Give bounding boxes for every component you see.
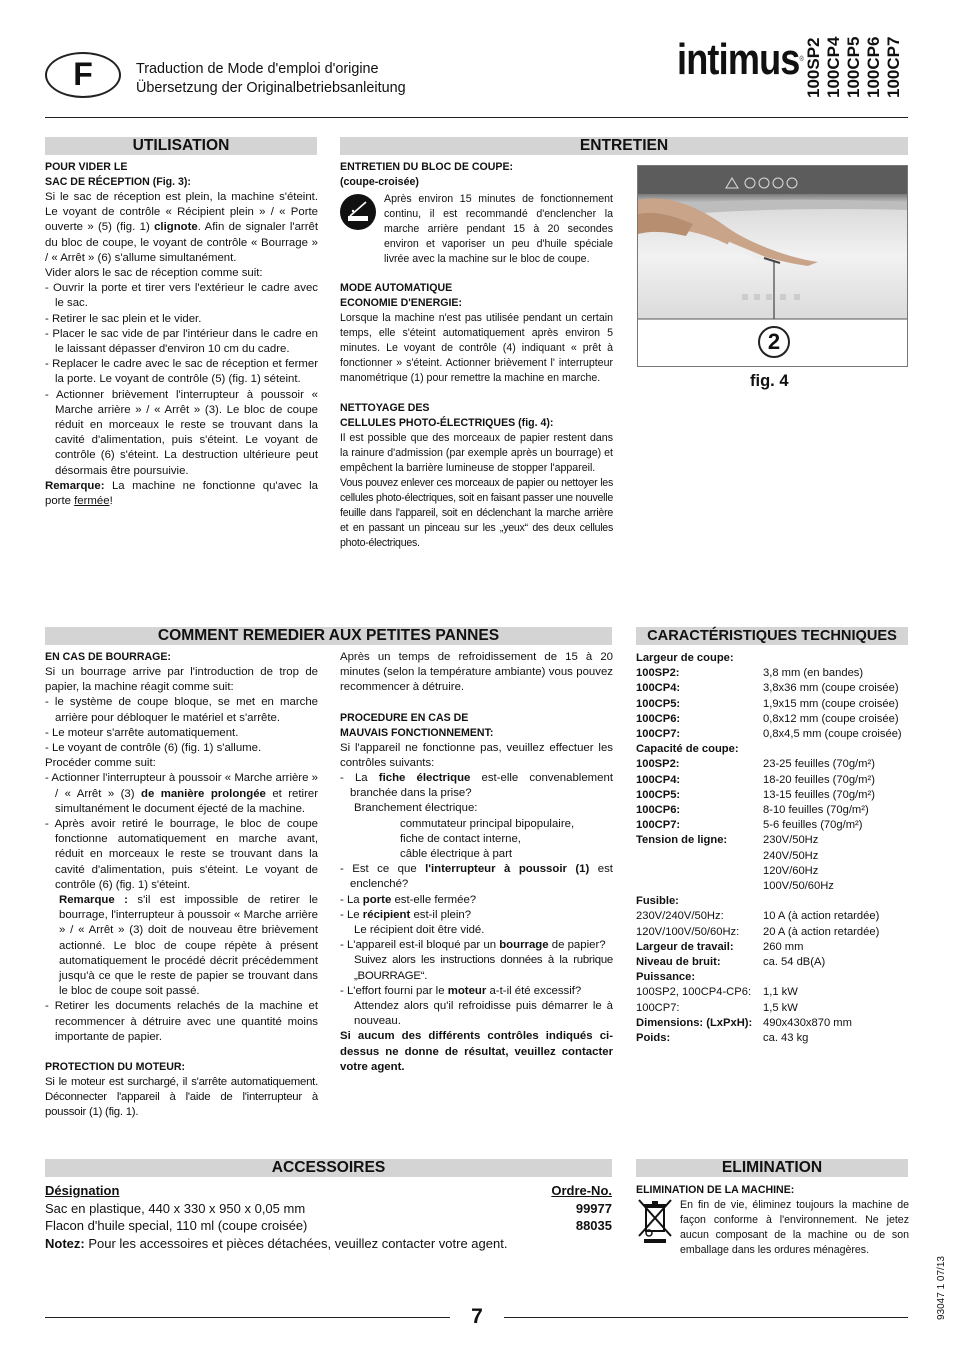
model-item: 100CP4 <box>824 36 843 98</box>
spec-label: Poids: <box>636 1032 671 1045</box>
list-item: - Le moteur s'arrête automatiquement. <box>45 726 239 739</box>
pannes-column-left <box>45 650 318 1121</box>
text: - Le <box>340 908 363 921</box>
spec-label: 100SP2: <box>636 667 680 680</box>
list-item: - Le voyant de contrôle (6) (fig. 1) s'allume. <box>45 742 262 755</box>
spec-value: 8-10 feuilles (70g/m²) <box>763 804 869 817</box>
column-header: Désignation <box>45 1183 120 1198</box>
spec-label: 230V/240V/50Hz: <box>636 910 724 923</box>
spec-label: Largeur de travail: <box>636 940 734 953</box>
item-order-number: 99977 <box>575 1200 612 1216</box>
oil-can-icon <box>340 194 376 230</box>
brand-mark: ® <box>799 56 803 63</box>
text: Si le sac de réception est plein, la machine s'éteint. Le voyant de contrôle « Récipient plein » / « Porte ouverte » (5) (fig. 1) <box>45 191 318 234</box>
page-number: 7 <box>471 1305 483 1328</box>
spec-label: 100CP7: <box>636 728 681 741</box>
check-detail: commutateur principal bipopulaire, <box>400 817 575 830</box>
model-item: 100CP7 <box>884 36 903 98</box>
list-item: - Replacer le cadre avec le sac de réception et fermer la porte. Le voyant de contrôle (5) (fig. 1) séteint. <box>45 358 318 386</box>
remark-label: Remarque: <box>45 479 105 492</box>
spec-row <box>636 894 911 909</box>
item-designation: Sac en plastique, 440 x 330 x 950 x 0,05 mm <box>45 1200 306 1216</box>
pannes-heading: COMMENT REMEDIER AUX PETITES PANNES <box>45 627 612 645</box>
check-detail: Suivez alors les instructions données à la rubrique „BOURRAGE“. <box>354 954 613 982</box>
spec-value: ca. 43 kg <box>763 1032 809 1045</box>
spec-value: 240V/50Hz <box>763 849 819 862</box>
entretien-sub: CELLULES PHOTO-ÉLECTRIQUES (fig. 4): <box>340 417 554 429</box>
spec-value: 10 A (à action retardée) <box>763 910 880 923</box>
spec-row <box>636 727 911 742</box>
spec-label <box>636 849 763 864</box>
entretien-sub: ENTRETIEN DU BLOC DE COUPE: <box>340 161 514 173</box>
spec-value <box>763 742 911 757</box>
pannes-remark <box>45 893 318 999</box>
item-designation: Flacon d'huile special, 110 ml (coupe croisée) <box>45 1218 308 1233</box>
spec-value: 260 mm <box>763 940 804 953</box>
spec-row <box>636 757 911 772</box>
spec-label <box>636 879 763 894</box>
check-detail: fiche de contact interne, <box>400 832 521 845</box>
utilisation-sub-2: SAC DE RÉCEPTION (Fig. 3): <box>45 176 191 188</box>
model-item: 100CP6 <box>864 36 883 98</box>
spec-value: 1,5 kW <box>763 1001 798 1014</box>
entretien-sub: (coupe-croisée) <box>340 176 419 188</box>
header-title <box>136 60 406 98</box>
spec-row <box>636 681 911 696</box>
utilisation-column <box>45 160 318 509</box>
list-item: - Actionner brièvement l'interrupteur à poussoir « Marche arrière » / « Arrêt » (3). Le bloc de coupe réduit en morceaux le reste se trouvant dans la cavité d'alimentation, puis s'éteint. Le voyant de contrôle (6) s'éteint. La destruction ultérieure peut désormais être poursuivie. <box>45 388 318 477</box>
check-item <box>340 771 613 801</box>
spec-row <box>636 712 911 727</box>
entretien-paragraph: Vous pouvez enlever ces morceaux de papier ou nettoyer les cellules photo-électriques, soit en faisant passer une nouvelle feuille dans l'appareil, soit en déclenchant la marche arrière et en passant un pinceau sur les „yeux“ des deux cellules photo-électriques. <box>340 477 613 549</box>
table-row <box>45 1235 612 1253</box>
accessories-table <box>45 1182 612 1252</box>
spec-row <box>636 849 911 864</box>
spec-row <box>636 1031 911 1046</box>
spec-value: 3,8 mm (en bandes) <box>763 667 864 680</box>
text-bold: fiche électrique <box>378 772 471 785</box>
accessoires-heading: ACCESSOIRES <box>45 1159 612 1177</box>
text-bold: récipient <box>362 908 411 921</box>
spec-value: 1,9x15 mm (coupe croisée) <box>763 697 899 710</box>
spec-row <box>636 773 911 788</box>
spec-label: Niveau de bruit: <box>636 956 721 969</box>
spec-label: Tension de ligne: <box>636 834 728 847</box>
text: - La <box>340 893 363 906</box>
text: a-t-il été excessif? <box>486 984 582 997</box>
spec-value: 100V/50/60Hz <box>763 880 834 893</box>
text-bold: bourrage <box>499 939 549 952</box>
check-item <box>340 908 613 923</box>
spec-label <box>636 864 763 879</box>
figure-label: fig. 4 <box>750 372 789 390</box>
brand-logo <box>677 35 803 84</box>
elimination-block <box>636 1198 909 1258</box>
text: . Afin de signaler l'arrêt du bloc de coupe, le voyant de contrôle « Bourrage » / « Arrêt » (6) s'allume simultanément. <box>45 221 318 264</box>
spec-value: 120V/60Hz <box>763 864 819 877</box>
spec-value: 3,8x36 mm (coupe croisée) <box>763 682 899 695</box>
spec-value: 0,8x12 mm (coupe croisée) <box>763 712 899 725</box>
spec-value: 0,8x4,5 mm (coupe croisée) <box>763 728 902 741</box>
footer-rule-right <box>504 1317 908 1318</box>
text: Pour les accessoires et pièces détachées, veuillez contacter votre agent. <box>84 1235 508 1251</box>
spec-label: 100CP6: <box>636 804 681 817</box>
specs-heading: CARACTÉRISTIQUES TECHNIQUES <box>636 627 908 645</box>
spec-label: 100CP7: <box>636 819 681 832</box>
entretien-sub: MODE AUTOMATIQUE <box>340 282 453 294</box>
model-item: 100SP2 <box>804 37 823 98</box>
spec-value <box>763 970 911 985</box>
spec-value: 490x430x870 mm <box>763 1016 852 1029</box>
pannes-paragraph: Si un bourrage arrive par l'introduction de trop de papier, la machine réagit comme suit: <box>45 666 318 694</box>
text: et retirer simultanément le document éjecté de la machine. <box>55 787 318 815</box>
entretien-heading: ENTRETIEN <box>340 137 908 155</box>
pannes-sub: MAUVAIS FONCTIONNEMENT: <box>340 726 494 739</box>
spec-label: 100SP2, 100CP4-CP6: <box>636 986 752 999</box>
spec-label: 100CP4: <box>636 682 681 695</box>
text: - Actionner l'interrupteur à poussoir « Marche arrière » / « Arrêt » (3) <box>45 772 318 800</box>
check-item <box>340 984 613 999</box>
model-item: 100CP5 <box>844 36 863 98</box>
column-header: Ordre-No. <box>551 1183 612 1198</box>
spec-value: ca. 54 dB(A) <box>763 956 826 969</box>
utilisation-sub-1: POUR VIDER LE <box>45 161 128 173</box>
spec-row <box>636 788 911 803</box>
footer-rule-left <box>45 1317 450 1318</box>
spec-label: 100CP6: <box>636 712 681 725</box>
entretien-sub: ECONOMIE D'ENERGIE: <box>340 297 463 309</box>
oil-block <box>340 192 613 267</box>
check-item <box>340 893 613 908</box>
model-list <box>806 36 910 100</box>
entretien-sub: NETTOYAGE DES <box>340 402 430 414</box>
spec-label: 100SP2: <box>636 758 680 771</box>
spec-row <box>636 742 911 757</box>
pannes-sub: PROTECTION DU MOTEUR: <box>45 1061 186 1074</box>
header-line-1: Traduction de Mode d'emploi d'origine <box>136 61 379 77</box>
table-row <box>45 1200 612 1218</box>
spec-row <box>636 1016 911 1031</box>
callout-badge: 2 <box>758 326 790 358</box>
text: - Est ce que <box>340 863 426 876</box>
text: - La <box>340 772 379 785</box>
text-bold: porte <box>362 893 392 906</box>
language-badge <box>45 52 121 98</box>
spec-label: Puissance: <box>636 971 696 984</box>
spec-label: 100CP5: <box>636 788 681 801</box>
spec-row <box>636 1001 911 1016</box>
table-row <box>45 1217 612 1235</box>
pannes-sub: PROCEDURE EN CAS DE <box>340 711 469 724</box>
spec-label: Dimensions: (LxPxH): <box>636 1016 753 1029</box>
specs-table <box>636 651 911 1046</box>
text: de papier? <box>548 939 606 952</box>
text: ! <box>109 495 113 508</box>
check-detail: câble électrique à part <box>400 848 513 861</box>
check-detail: Attendez alors qu'il refroidisse puis démarrer le à nouveau. <box>354 1000 613 1028</box>
text: est-elle fermée? <box>391 893 477 906</box>
item-order-number: 88035 <box>575 1218 612 1233</box>
note-label: Notez: <box>45 1235 85 1251</box>
spec-label: 100CP4: <box>636 773 681 786</box>
spec-row <box>636 955 911 970</box>
spec-value: 18-20 feuilles (70g/m²) <box>763 773 875 786</box>
list-item: - Après avoir retiré le bourrage, le bloc de coupe fonctionne automatiquement en marche avant, réduit en morceaux le reste se trouvant dans la cavité d'alimentation, puis s'éteint. Le voyant de contrôle (6) (fig. 1) s'éteint. <box>45 818 318 891</box>
spec-value: 13-15 feuilles (70g/m²) <box>763 788 875 801</box>
entretien-column <box>340 160 613 551</box>
check-detail: Le récipient doit être vidé. <box>354 924 485 937</box>
elimination-sub: ELIMINATION DE LA MACHINE: <box>636 1184 795 1196</box>
spec-row <box>636 985 911 1000</box>
spec-row <box>636 697 911 712</box>
text: est-elle convenablement branchée dans la prise? <box>350 772 613 800</box>
spec-label: Capacité de coupe: <box>636 743 739 756</box>
check-item <box>340 938 613 953</box>
spec-row <box>636 651 911 666</box>
spec-row <box>636 925 911 940</box>
elimination-text: En fin de vie, éliminez toujours la machine de façon conforme à l'environnement. Ne jetez aucun composant de la machine ou de son emballage dans les ordures ménagères. <box>680 1199 909 1256</box>
utilisation-heading: UTILISATION <box>45 137 317 155</box>
spec-row <box>636 864 911 879</box>
pannes-paragraph: Si le moteur est surchargé, il s'arrête automatiquement. Déconnecter l'appareil à l'aide de l'interrupteur à poussoir (1) (fig. 1). <box>45 1076 318 1119</box>
language-letter: F <box>73 56 93 93</box>
document-code: 93047 1 07/13 <box>936 1256 947 1320</box>
text-bold: de manière prolongée <box>140 787 266 800</box>
text: est enclenché? <box>350 863 613 891</box>
accessories-note <box>45 1235 612 1253</box>
spec-value: 230V/50Hz <box>763 834 819 847</box>
list-item: - Retirer les documents relachés de la machine et recommencer à détruire avec une quantité moins importante de papier. <box>45 1000 318 1043</box>
utilisation-paragraph <box>45 190 318 266</box>
pannes-paragraph: Après un temps de refroidissement de 15 à 20 minutes (selon la température ambiante) vous pouvez recommencer à détruire. <box>340 651 613 694</box>
spec-row <box>636 803 911 818</box>
list-item: - Placer le sac vide de par l'intérieur dans le cadre en le laissant dépasser d'environ 10 cm du cadre. <box>45 327 318 356</box>
text-bold: l'interrupteur à poussoir (1) <box>425 863 590 876</box>
list-item: - Ouvrir la porte et tirer vers l'extérieur le cadre avec le sac. <box>45 282 318 310</box>
brand-name: intimus <box>677 35 800 84</box>
text: s'il est impossible de retirer le bourrage, l'interrupteur à poussoir « Marche arrière » / « Arrêt » (3) doit de nouveau être brièvement actionné. Le bloc de coupe répète à présent automatiquement le procédé décrit précédemment jusqu'à ce que le reste de papier se trouvant dans le bloc de coupe soit passé. <box>59 894 318 998</box>
spec-row <box>636 909 911 924</box>
entretien-paragraph: Lorsque la machine n'est pas utilisée pendant un certain temps, elle s'éteint automatiquement après environ 5 minutes. Le voyant de contrôle (4) indiquant « prêt à fonctionner » s'éteint. Actionner brièvement l' interrupteur manométrique (1) pour remettre la machine en marche. <box>340 312 613 384</box>
pannes-paragraph: Procéder comme suit: <box>45 757 156 770</box>
weee-bin-icon <box>636 1198 674 1244</box>
text: est-il plein? <box>410 908 472 921</box>
spec-value: 5-6 feuilles (70g/m²) <box>763 819 863 832</box>
spec-row <box>636 879 911 894</box>
spec-value <box>763 894 911 909</box>
spec-row <box>636 970 911 985</box>
list-item: - le système de coupe bloque, se met en marche arrière pour débloquer le matériel et s'arrête. <box>45 696 318 724</box>
header-rule <box>45 117 908 118</box>
spec-row <box>636 940 911 955</box>
text-underline: fermée <box>74 495 110 508</box>
pannes-sub: EN CAS DE BOURRAGE: <box>45 651 171 663</box>
text: La machine ne fonctionne qu'avec la porte <box>45 479 318 508</box>
spec-row <box>636 666 911 681</box>
spec-label: 100CP5: <box>636 697 681 710</box>
spec-label: 120V/100V/50/60Hz: <box>636 925 740 938</box>
pannes-final-note: Si aucum des différents contrôles indiqués ci-dessus ne donne de résultat, veuillez contacter votre agent. <box>340 1030 613 1073</box>
list-item: - Retirer le sac plein et le vider. <box>45 312 202 325</box>
list-item <box>45 771 318 817</box>
pannes-paragraph: Si l'appareil ne fonctionne pas, veuillez effectuer les contrôles suivants: <box>340 741 613 769</box>
spec-row <box>636 833 911 848</box>
text: - L'appareil est-il bloqué par un <box>340 939 500 952</box>
pannes-column-right <box>340 650 613 1075</box>
spec-value <box>763 651 911 666</box>
table-header-row <box>45 1182 612 1200</box>
elimination-column <box>636 1183 909 1258</box>
check-detail: Branchement électrique: <box>354 802 478 815</box>
text-bold: clignote <box>154 221 198 234</box>
utilisation-paragraph: Vider alors le sac de réception comme suit: <box>45 267 263 280</box>
header-line-2: Übersetzung der Originalbetriebsanleitung <box>136 80 406 96</box>
text: - L'effort fourni par le <box>340 984 448 997</box>
entretien-paragraph: Il est possible que des morceaux de papier restent dans la rainure d'admission (par exemple après un bourrage) et empêchent la barrière lumineuse de stopper l'appareil. <box>340 432 613 474</box>
spec-label: Largeur de coupe: <box>636 652 734 664</box>
text-bold: moteur <box>447 984 487 997</box>
figure-4-photo <box>637 165 908 367</box>
check-item <box>340 862 613 892</box>
elimination-heading: ELIMINATION <box>636 1159 908 1177</box>
spec-value: 20 A (à action retardée) <box>763 925 880 938</box>
spec-label: Fusible: <box>636 895 679 908</box>
utilisation-remark <box>45 479 318 509</box>
spec-value: 23-25 feuilles (70g/m²) <box>763 758 875 771</box>
spec-row <box>636 818 911 833</box>
remark-label: Remarque : <box>59 894 128 907</box>
spec-value: 1,1 kW <box>763 986 798 999</box>
spec-label: 100CP7: <box>636 1001 680 1014</box>
entretien-paragraph: Après environ 15 minutes de fonctionnement continu, il est recommandé d'enclencher la marche arrière pendant 15 à 20 secondes environ et vaporiser un peu d'huile spéciale livrée avec la machine sur le bloc de coupe. <box>384 193 613 265</box>
